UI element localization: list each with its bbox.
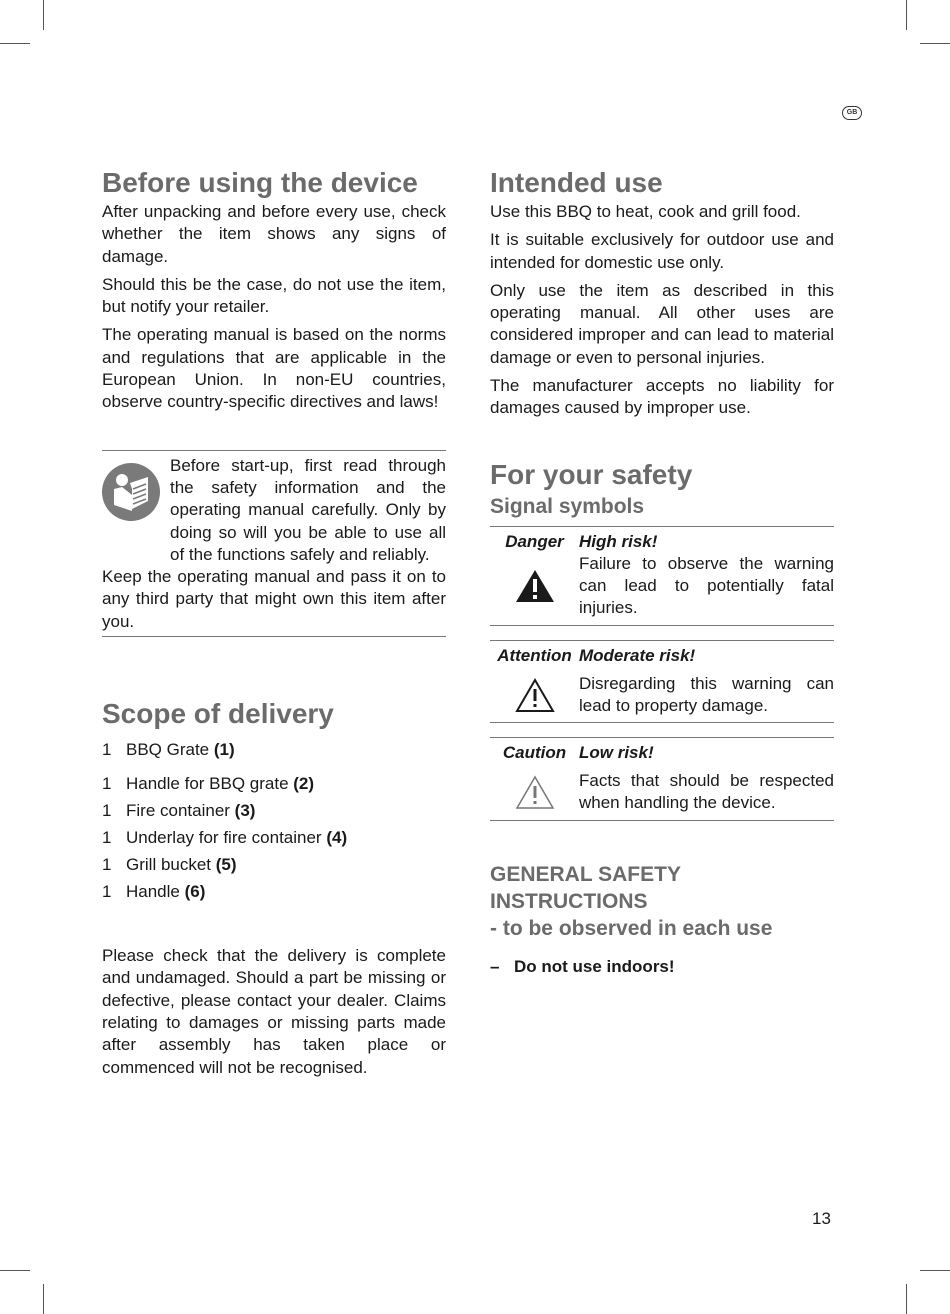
info-text: Before start-up, first read through the safety information and the operating manual carefully. Only by doing so will you be able to use all of the functions safely and reliably. [170,455,446,564]
before-using-title: Before using the device [102,167,418,198]
signal-text: Disregarding this warning can lead to property damage. [579,673,834,715]
general-safety-title-line1: GENERAL SAFETY [490,862,681,886]
item-name: Handle for BBQ grate (2) [126,774,315,794]
delivery-note: Please check that the delivery is complete and undamaged. Should a part be missing or defective, please contact your dealer. Claims relating to damages or missing parts made after assembly has taken place or commenced will not be recognised. [102,946,446,1077]
signal-word: Attention [497,645,572,665]
crop-mark [920,43,950,44]
language-badge: GB [842,106,862,120]
crop-mark [43,0,44,30]
general-safety-heading [490,861,834,942]
signal-word: Danger [505,531,564,551]
crop-mark [0,43,30,44]
signal-word: Caution [502,743,567,763]
list-item [102,827,446,849]
item-name: BBQ Grate (1) [126,740,235,760]
signal-row-danger [490,526,834,626]
signal-row-caution [490,737,834,821]
crop-mark [0,1270,30,1271]
before-using-paragraph: After unpacking and before every use, check whether the item shows any signs of damage. [102,202,446,266]
signal-risk: Moderate risk! [579,645,696,665]
item-name: Grill bucket (5) [126,855,237,875]
signal-text: Facts that should be respected when handling the device. [579,771,834,813]
before-using-paragraph: Should this be the case, do not use the item, but notify your retailer. [102,274,446,317]
signal-table [490,526,834,821]
safety-title: For your safety [490,458,693,490]
general-safety-title-line3: - to be observed in each use [490,916,773,940]
item-qty: 1 [102,882,112,902]
left-column [102,166,446,1079]
page-number: 13 [812,1209,831,1228]
item-qty: 1 [102,801,112,821]
signal-row-attention [490,640,834,724]
list-item [102,800,446,822]
signal-text: Failure to observe the warning can lead to potentially fatal injuries. [579,553,834,618]
intended-paragraph: The manufacturer accepts no liability for damages caused by improper use. [490,376,834,418]
item-qty: 1 [102,740,112,760]
signal-risk: High risk! [579,531,658,551]
safety-instruction: Do not use indoors! [514,956,675,976]
before-using-paragraph: The operating manual is based on the norms and regulations that are applicable in the European Union. In non-EU countries, observe country-specific directives and laws! [102,325,446,412]
crop-mark [920,1270,950,1271]
list-item [102,854,446,876]
info-box [102,450,446,637]
intended-paragraph: It is suitable exclusively for outdoor use and intended for domestic use only. [490,230,834,272]
right-column [490,166,834,978]
scope-title: Scope of delivery [102,698,334,730]
dash-bullet: – [490,956,500,976]
intended-paragraph: Only use the item as described in this operating manual. All other uses are considered improper and can lead to material damage or even to personal injuries. [490,280,834,367]
list-item [102,773,446,795]
item-name: Fire container (3) [126,801,256,821]
intended-use-title: Intended use [490,167,663,198]
info-text-keep: Keep the operating manual and pass it on to any third party that might own this item after you. [102,567,446,631]
crop-mark [906,1284,907,1314]
crop-mark [906,0,907,30]
read-manual-icon [102,463,160,521]
list-item [490,956,834,978]
intended-paragraph: Use this BBQ to heat, cook and grill food. [490,202,801,221]
crop-mark [43,1284,44,1314]
general-safety-title-line2: INSTRUCTIONS [490,889,648,913]
delivery-list [102,739,446,903]
item-qty: 1 [102,774,112,794]
caution-warning-icon [490,770,579,815]
list-item [102,739,446,761]
signal-risk: Low risk! [579,743,654,763]
list-item [102,881,446,903]
signal-symbols-subtitle: Signal symbols [490,494,645,518]
item-name: Underlay for fire container (4) [126,828,348,848]
item-qty: 1 [102,828,112,848]
attention-warning-icon [490,673,579,718]
divider [102,636,446,637]
item-name: Handle (6) [126,882,206,902]
danger-warning-icon [490,553,579,620]
item-qty: 1 [102,855,112,875]
